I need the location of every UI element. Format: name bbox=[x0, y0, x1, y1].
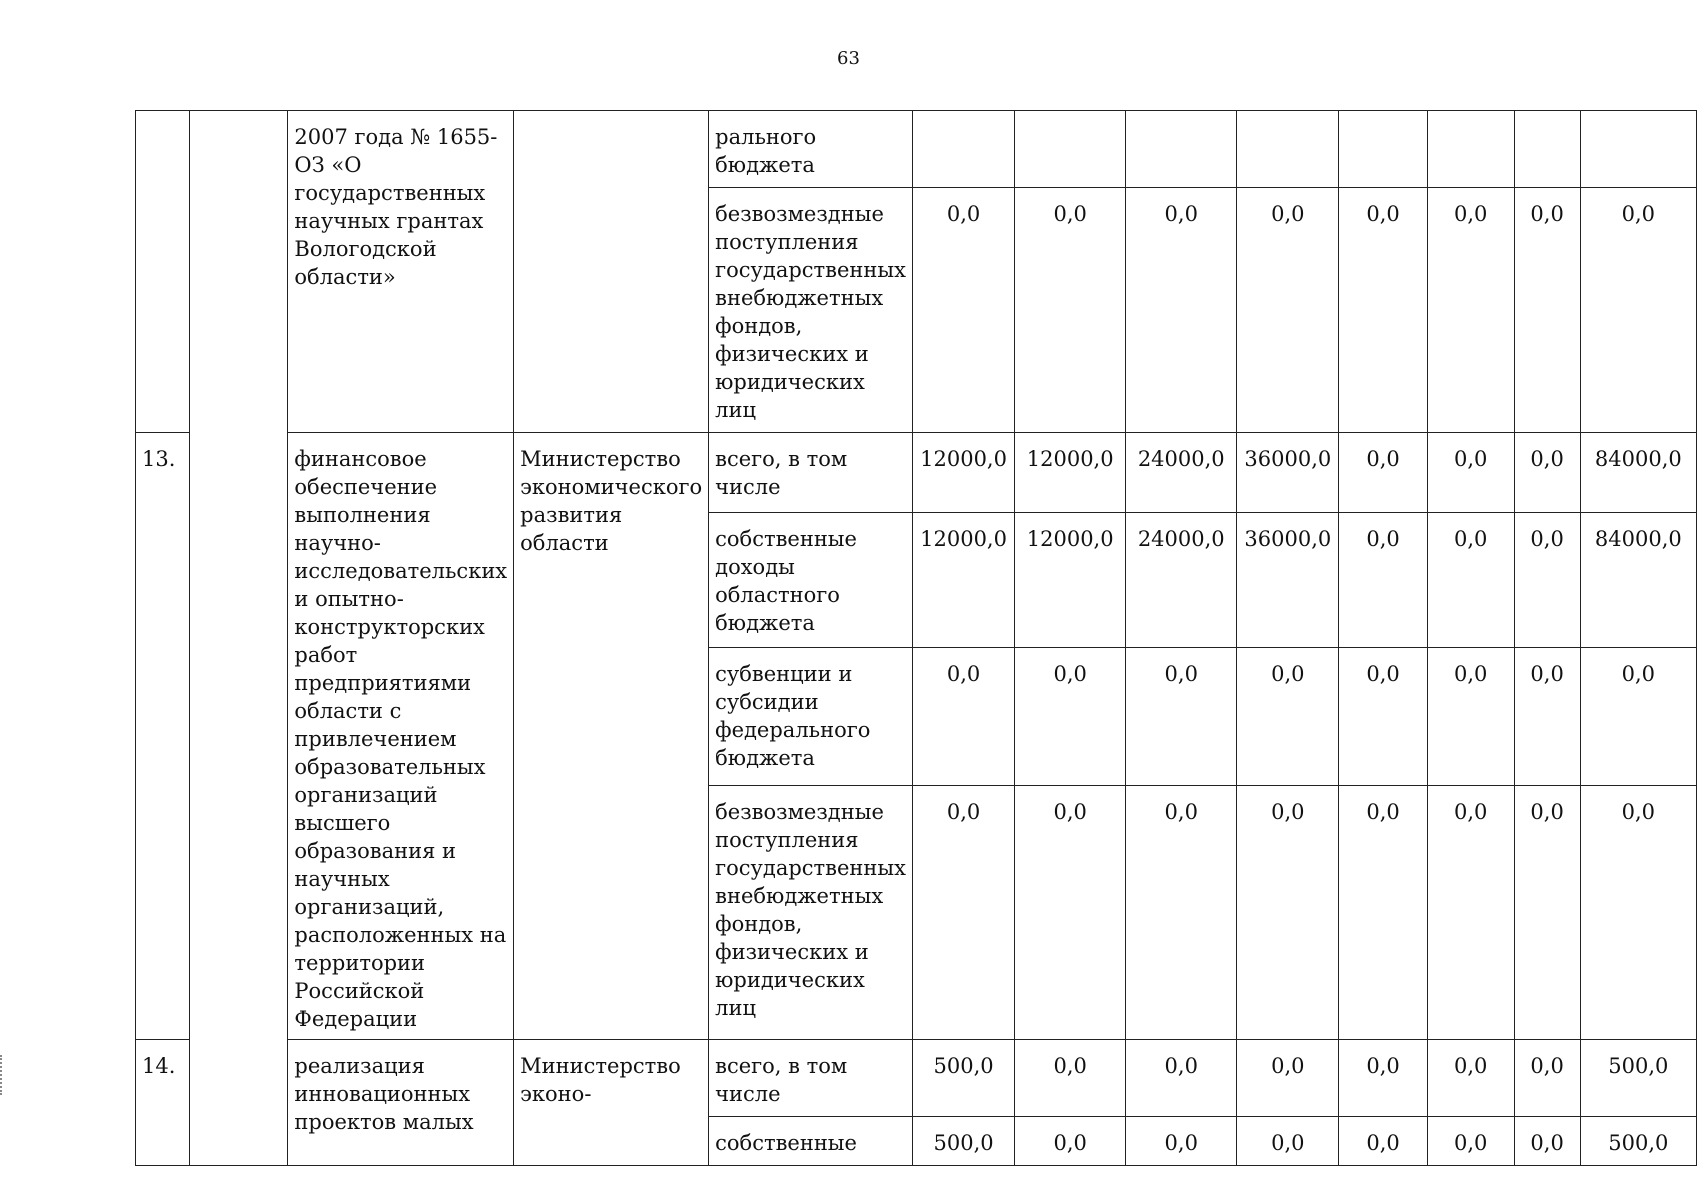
page-number: 63 bbox=[837, 48, 860, 69]
value-cell: 0,0 bbox=[1427, 648, 1514, 786]
value-cell: 36000,0 bbox=[1237, 512, 1339, 648]
value-cell: 500,0 bbox=[912, 1040, 1014, 1117]
value-cell: 0,0 bbox=[1339, 433, 1427, 513]
value-cell: 500,0 bbox=[1580, 1117, 1696, 1166]
value-cell: 0,0 bbox=[1427, 512, 1514, 648]
value-cell: 0,0 bbox=[912, 188, 1014, 433]
value-cell: 0,0 bbox=[1015, 1117, 1126, 1166]
value-cell bbox=[1126, 111, 1237, 188]
value-cell: 0,0 bbox=[1514, 188, 1580, 433]
row-number-cell bbox=[136, 111, 190, 433]
value-cell: 0,0 bbox=[1580, 648, 1696, 786]
value-cell: 0,0 bbox=[1339, 1040, 1427, 1117]
value-cell: 0,0 bbox=[1339, 188, 1427, 433]
value-cell: 0,0 bbox=[912, 648, 1014, 786]
value-cell: 0,0 bbox=[1514, 648, 1580, 786]
value-cell: 0,0 bbox=[1126, 1117, 1237, 1166]
value-cell: 12000,0 bbox=[1015, 512, 1126, 648]
value-cell: 0,0 bbox=[1427, 1040, 1514, 1117]
value-cell: 24000,0 bbox=[1126, 433, 1237, 513]
value-cell: 0,0 bbox=[1237, 1117, 1339, 1166]
value-cell: 0,0 bbox=[1237, 188, 1339, 433]
value-cell: 500,0 bbox=[912, 1117, 1014, 1166]
program-cell bbox=[190, 111, 288, 1166]
value-cell: 0,0 bbox=[1427, 786, 1514, 1040]
value-cell: 0,0 bbox=[1237, 786, 1339, 1040]
table-row bbox=[136, 433, 1697, 513]
value-cell: 12000,0 bbox=[912, 433, 1014, 513]
source-cell: всего, в том числе bbox=[709, 433, 913, 513]
value-cell: 0,0 bbox=[1427, 1117, 1514, 1166]
row-number-cell: 13. bbox=[136, 433, 190, 1040]
description-cell: реализация инновационных проектов малых bbox=[288, 1040, 514, 1166]
source-cell: субвенции и субсидии федерального бюджета bbox=[709, 648, 913, 786]
value-cell: 0,0 bbox=[1015, 648, 1126, 786]
value-cell: 0,0 bbox=[1126, 1040, 1237, 1117]
value-cell: 0,0 bbox=[1126, 188, 1237, 433]
value-cell: 0,0 bbox=[1514, 512, 1580, 648]
value-cell: 0,0 bbox=[1514, 1117, 1580, 1166]
value-cell: 0,0 bbox=[1237, 648, 1339, 786]
value-cell: 0,0 bbox=[1580, 786, 1696, 1040]
value-cell bbox=[912, 111, 1014, 188]
value-cell bbox=[1237, 111, 1339, 188]
source-cell: рального бюджета bbox=[709, 111, 913, 188]
description-cell: финансовое обеспечение выполнения научно-исследовательских и опытно-конструкторских работ предприятиями области с привлечением образовательных организаций высшего образования и научных организаций, расположенных на территории Российской Федерации bbox=[288, 433, 514, 1040]
value-cell: 12000,0 bbox=[1015, 433, 1126, 513]
table-row bbox=[136, 1040, 1697, 1117]
value-cell: 0,0 bbox=[1514, 786, 1580, 1040]
executor-cell: Министерство эконо- bbox=[514, 1040, 709, 1166]
value-cell: 0,0 bbox=[1427, 433, 1514, 513]
value-cell bbox=[1427, 111, 1514, 188]
value-cell bbox=[1015, 111, 1126, 188]
value-cell: 0,0 bbox=[1015, 1040, 1126, 1117]
value-cell: 0,0 bbox=[1339, 1117, 1427, 1166]
source-cell: всего, в том числе bbox=[709, 1040, 913, 1117]
source-cell: собственные доходы областного бюджета bbox=[709, 512, 913, 648]
scan-edge-marks bbox=[0, 1055, 6, 1095]
row-number-cell: 14. bbox=[136, 1040, 190, 1166]
value-cell bbox=[1580, 111, 1696, 188]
source-cell: безвозмездные поступления государственных внебюджетных фондов, физических и юридических лиц bbox=[709, 786, 913, 1040]
value-cell: 0,0 bbox=[1015, 188, 1126, 433]
budget-table bbox=[135, 110, 1697, 1166]
value-cell: 24000,0 bbox=[1126, 512, 1237, 648]
value-cell: 500,0 bbox=[1580, 1040, 1696, 1117]
executor-cell bbox=[514, 111, 709, 433]
value-cell: 0,0 bbox=[1427, 188, 1514, 433]
value-cell: 12000,0 bbox=[912, 512, 1014, 648]
description-cell: 2007 года № 1655-ОЗ «О государственных научных грантах Вологодской области» bbox=[288, 111, 514, 433]
value-cell: 36000,0 bbox=[1237, 433, 1339, 513]
value-cell: 0,0 bbox=[1339, 512, 1427, 648]
value-cell: 0,0 bbox=[1126, 648, 1237, 786]
table-row bbox=[136, 111, 1697, 188]
source-cell: собственные bbox=[709, 1117, 913, 1166]
value-cell: 0,0 bbox=[1580, 188, 1696, 433]
value-cell: 0,0 bbox=[1015, 786, 1126, 1040]
value-cell: 0,0 bbox=[912, 786, 1014, 1040]
value-cell: 0,0 bbox=[1339, 786, 1427, 1040]
source-cell: безвозмездные поступления государственных внебюджетных фондов, физических и юридических лиц bbox=[709, 188, 913, 433]
value-cell: 0,0 bbox=[1126, 786, 1237, 1040]
value-cell: 0,0 bbox=[1339, 648, 1427, 786]
value-cell: 84000,0 bbox=[1580, 512, 1696, 648]
value-cell: 0,0 bbox=[1514, 433, 1580, 513]
value-cell bbox=[1339, 111, 1427, 188]
value-cell: 0,0 bbox=[1237, 1040, 1339, 1117]
value-cell: 0,0 bbox=[1514, 1040, 1580, 1117]
value-cell bbox=[1514, 111, 1580, 188]
value-cell: 84000,0 bbox=[1580, 433, 1696, 513]
executor-cell: Министерство экономического развития области bbox=[514, 433, 709, 1040]
